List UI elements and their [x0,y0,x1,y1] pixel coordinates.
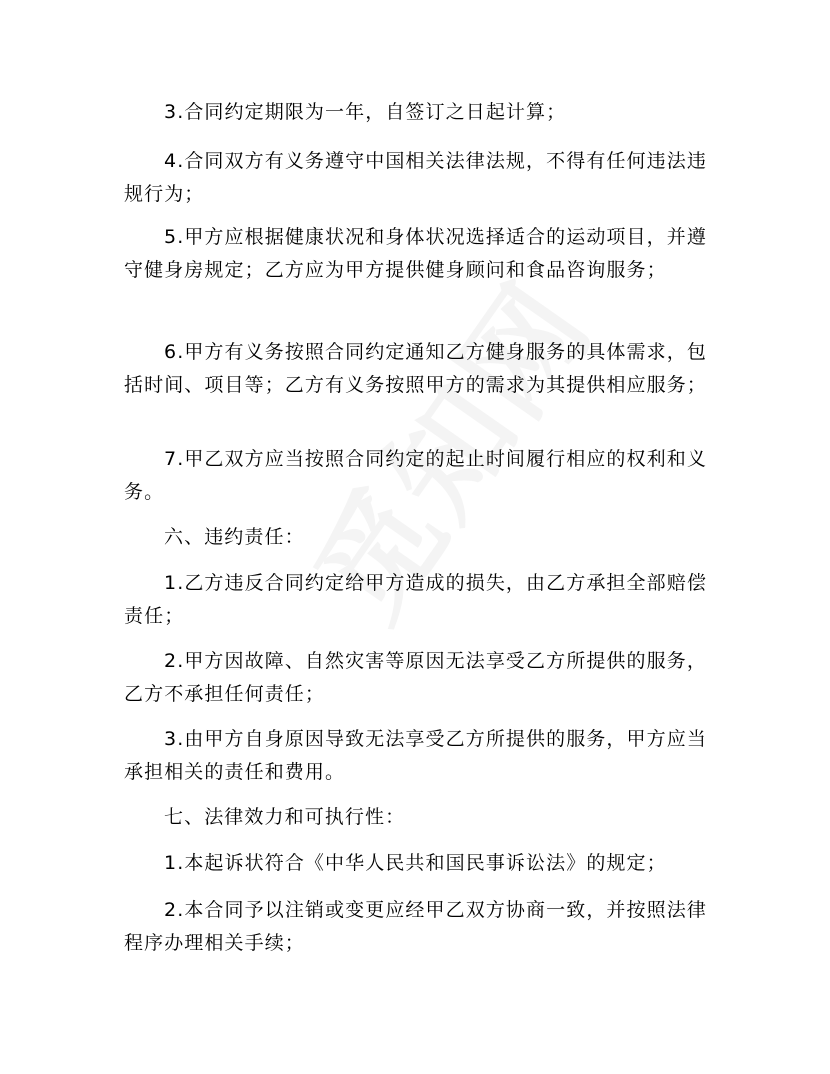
paragraph-breach-2: 2.甲方因故障、自然灾害等原因无法享受乙方所提供的服务，乙方不承担任何责任； [124,650,707,705]
paragraph-term-3: 3.合同约定期限为一年，自签订之日起计算； [164,101,567,123]
paragraph-term-5: 5.甲方应根据健康状况和身体状况选择适合的运动项目，并遵守健身房规定；乙方应为甲方提供健身顾问和食品咨询服务； [124,226,707,281]
paragraph-legal-1: 1.本起诉状符合《中华人民共和国民事诉讼法》的规定； [164,852,667,874]
paragraph-breach-3: 3.由甲方自身原因导致无法享受乙方所提供的服务，甲方应当承担相关的责任和费用。 [124,728,707,783]
section-heading-legal: 七、法律效力和可执行性： [164,806,406,828]
section-heading-breach: 六、违约责任： [164,526,305,548]
paragraph-term-4: 4.合同双方有义务遵守中国相关法律法规，不得有任何违法违规行为； [124,150,707,205]
paragraph-breach-1: 1.乙方违反合同约定给甲方造成的损失，由乙方承担全部赔偿责任； [124,572,707,627]
paragraph-term-6: 6.甲方有义务按照合同约定通知乙方健身服务的具体需求，包括时间、项目等；乙方有义务按照甲方的需求为其提供相应服务； [124,341,707,396]
paragraph-legal-2: 2.本合同予以注销或变更应经甲乙双方协商一致，并按照法律程序办理相关手续； [124,899,707,954]
paragraph-term-7: 7.甲乙双方应当按照合同约定的起止时间履行相应的权利和义务。 [124,448,707,503]
